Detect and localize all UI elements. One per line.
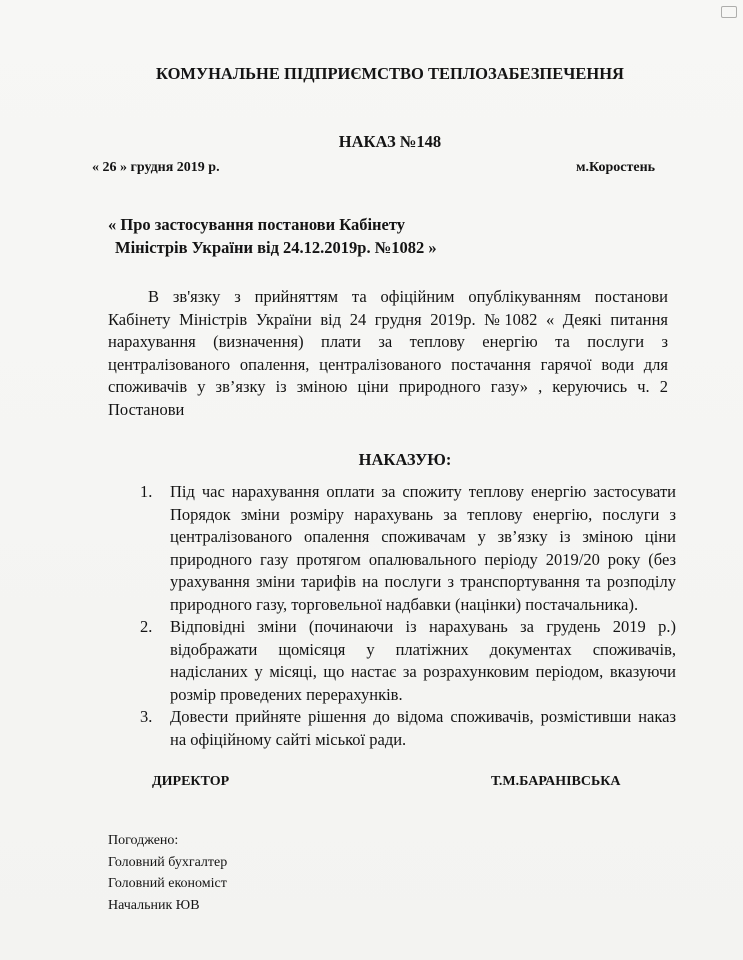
subject-line-1: « Про застосування постанови Кабінету [108, 215, 406, 234]
approvals-block [108, 830, 227, 916]
item-line: Відповідні зміни (починаючи із нарахувань за грудень 2019 р.) [170, 617, 676, 636]
order-city: м.Коростень [576, 160, 656, 175]
item-line: централізованого опалення споживачам у зв’язку із зміною ціни [170, 527, 676, 546]
item-line: на офіційному сайті міської ради. [170, 729, 407, 749]
corner-mark-icon [721, 6, 737, 18]
list-item [140, 706, 676, 751]
nakazuyu-heading: НАКАЗУЮ: [358, 450, 452, 469]
order-subject [108, 213, 437, 259]
preamble-line: Кабінету Міністрів України від 24 грудня 2019р. №1082 « Деякі питання [108, 309, 668, 329]
item-line: урахування зміни тарифів на послуги з транспортування та розподілу [170, 572, 676, 591]
item-number: 1. [140, 482, 153, 501]
item-line: надісланих у місяці, що настає за розрахунковим періодом, вказуючи [170, 662, 676, 681]
item-line: Порядок зміни розміру нарахувань за теплову енергію, послуги з [170, 504, 676, 524]
item-line: Довести прийняте рішення до відома споживачів, розмістивши наказ [170, 707, 676, 726]
preamble-paragraph [108, 286, 668, 421]
preamble-line: споживачів у зв’язку із зміною ціни природного газу» , керуючись ч. 2 [108, 377, 668, 396]
subject-line-2: Міністрів України від 24.12.2019р. №1082 » [115, 238, 437, 257]
list-item [140, 481, 676, 616]
item-line: Під час нарахування оплати за спожиту теплову енергію застосувати [170, 482, 676, 501]
preamble-line: нарахування (визначення) плати за теплову енергію та послуги з [108, 332, 668, 351]
item-line: природного газу протягом опалювального періоду 2019/20 року (без [170, 549, 676, 569]
item-line: природного газу, торговельної надбавки (націнки) постачальника). [170, 594, 639, 614]
signature-position: ДИРЕКТОР [152, 774, 230, 789]
preamble-line: В зв'язку з прийняттям та офіційним опублікуванням постанови [148, 287, 668, 306]
signature-name: Т.М.БАРАНІВСЬКА [491, 774, 621, 789]
preamble-line: Постанови [108, 399, 185, 419]
approvals-label: Погоджено: [108, 833, 179, 848]
preamble-line: централізованого опалення, централізованого постачання гарячої води для [108, 354, 668, 374]
item-number: 3. [140, 707, 153, 726]
order-items-list [140, 481, 676, 751]
approval-role: Головний економіст [108, 876, 227, 891]
order-title: НАКАЗ №148 [338, 132, 442, 151]
organization-title: КОМУНАЛЬНЕ ПІДПРИЄМСТВО ТЕПЛОЗАБЕЗПЕЧЕННЯ [156, 64, 624, 83]
approval-role: Головний бухгалтер [108, 854, 228, 870]
list-item [140, 616, 676, 706]
approval-role: Начальник ЮВ [108, 897, 200, 913]
order-date: « 26 » грудня 2019 р. [92, 160, 220, 175]
item-number: 2. [140, 617, 153, 636]
item-line: відображати щомісяця у платіжних документах споживачів, [170, 639, 676, 659]
item-line: розмір проведених перерахунків. [170, 684, 403, 704]
